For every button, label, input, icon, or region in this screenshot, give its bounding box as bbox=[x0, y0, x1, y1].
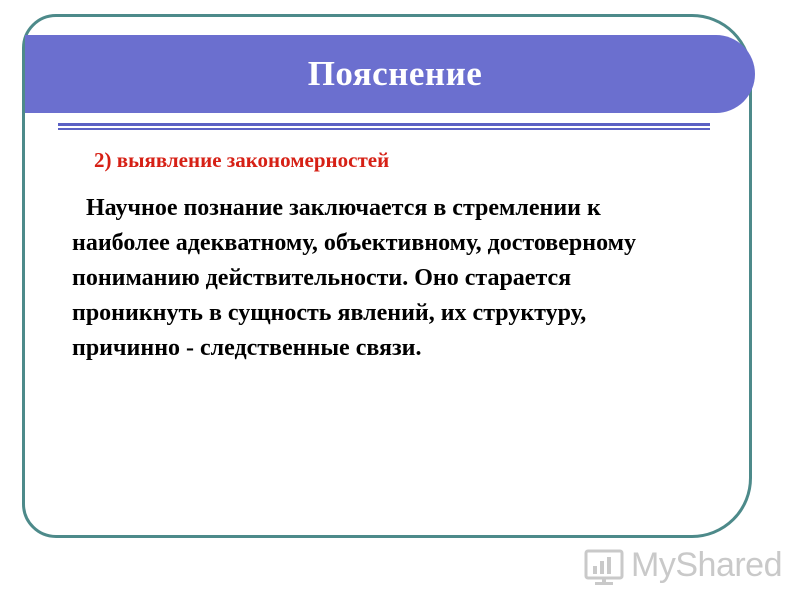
slide-title-band-inner bbox=[25, 35, 755, 113]
page-title: Пояснение bbox=[307, 54, 483, 93]
slide-body bbox=[72, 148, 672, 366]
watermark bbox=[583, 544, 782, 586]
title-divider-line-bottom bbox=[58, 128, 710, 130]
slide-title-band bbox=[25, 35, 755, 113]
title-divider-line-top bbox=[58, 123, 710, 126]
body-subheading: 2) выявление закономерностей bbox=[94, 148, 390, 172]
presentation-chart-icon bbox=[583, 544, 625, 586]
title-divider bbox=[58, 123, 710, 131]
body-paragraph: Научное познание заключается в стремлении к наиболее адекватному, объективному, достоверному пониманию действительности. Оно старается проникнуть в сущность явлений, их структуру, причинно - следственные связи. bbox=[72, 195, 636, 361]
watermark-label: MyShared bbox=[631, 545, 782, 584]
